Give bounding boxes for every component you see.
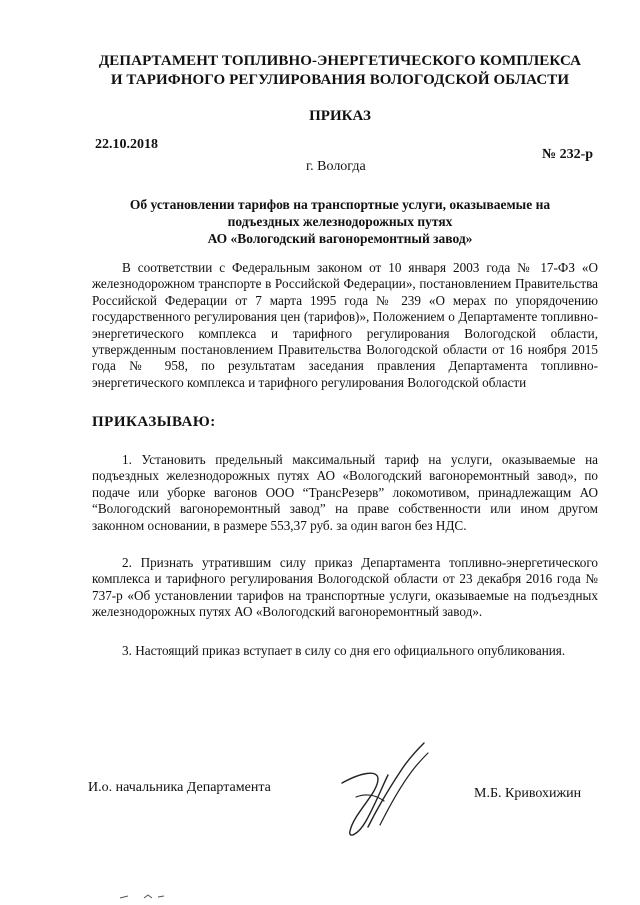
subject-line2: подъездных железнодорожных путях [227, 214, 453, 229]
preamble-paragraph: В соответствии с Федеральным законом от 10 января 2003 года № 17-ФЗ «О железнодорожном транспорте в Российской Федерации», постановлением Правительства Российской Федерации от 7 марта 1995 года № 239 «О мерах по упорядочению государственного регулирования цен (тарифов)», Положением о Департаменте топливно-энергетического комплекса и тарифного регулирования Вологодской области, утвержденным постановлением Правительства Вологодской области от 16 ноября 2015 года № 958, по результатам заседания правления Департамента топливно-энергетического комплекса и тарифного регулирования Вологодской области [92, 260, 598, 390]
doc-number: № 232-р [542, 147, 594, 162]
doc-type-title: ПРИКАЗ [309, 108, 371, 124]
order-item-3: 3. Настоящий приказ вступает в силу со дня его официального опубликования. [122, 643, 566, 658]
order-item-2: 2. Признать утратившим силу приказ Департамента топливно-энергетического комплекса и тарифного регулирования Вологодской области от 23 декабря 2016 года № 737-р «Об установлении тарифов на транспортные услуги, оказываемые на подъездных железнодорожных путях АО «Вологодский вагоноремонтный завод». [92, 555, 598, 620]
org-name-line1: ДЕПАРТАМЕНТ ТОПЛИВНО-ЭНЕРГЕТИЧЕСКОГО КОМПЛЕКСА [98, 53, 582, 69]
subject-line3: АО «Вологодский вагоноремонтный завод» [207, 231, 473, 246]
order-item-1: 1. Установить предельный максимальный тариф на услуги, оказываемые на подъездных железнодорожных путях АО «Вологодский вагоноремонтный завод», по подаче или уборке вагонов ООО “ТрансРезерв” локомотивом, принадлежащим АО “Вологодский вагоноремонтный завод” на праве собственности или ином другом законном основании, в размере 553,37 руб. за один вагон без НДС. [92, 452, 598, 533]
signatory-name: М.Б. Кривохижин [474, 786, 582, 801]
doc-date: 22.10.2018 [95, 137, 158, 152]
doc-city: г. Вологда [306, 159, 366, 174]
signatory-position: И.о. начальника Департамента [88, 780, 271, 795]
order-word: ПРИКАЗЫВАЮ: [92, 414, 216, 430]
scan-edge-mark [118, 890, 178, 902]
subject-line1: Об установлении тарифов на транспортные услуги, оказываемые на [129, 197, 551, 212]
org-name-line2: И ТАРИФНОГО РЕГУЛИРОВАНИЯ ВОЛОГОДСКОЙ ОБЛАСТИ [110, 72, 570, 88]
handwritten-signature [320, 735, 440, 845]
